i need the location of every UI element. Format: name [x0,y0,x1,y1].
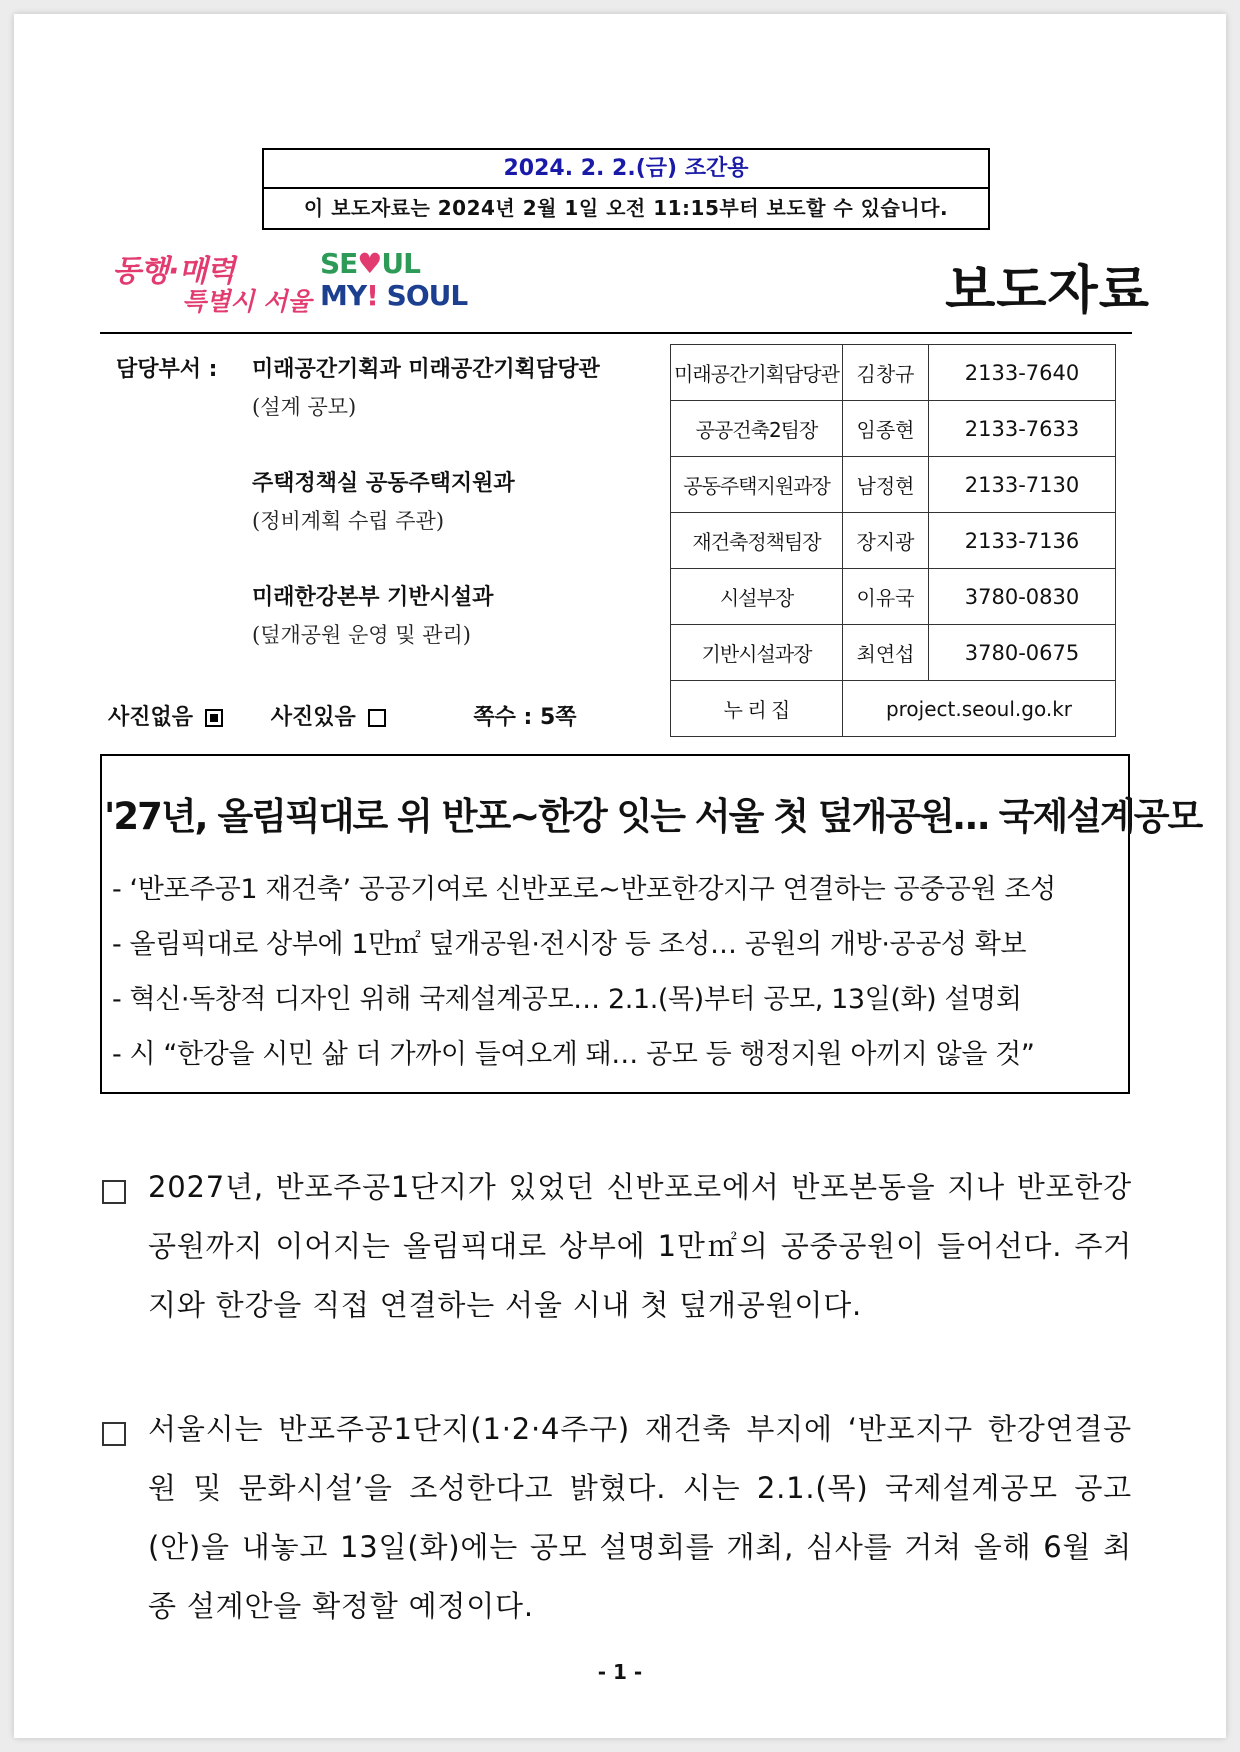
square-bullet-icon [102,1422,126,1446]
department-role: (정비계획 수립 주관) [252,509,445,533]
contact-title: 미래공간기획담당관 [671,345,843,401]
list-item: - ‘반포주공1 재건축’ 공공기여로 신반포로~반포한강지구 연결하는 공중공원 조성 [112,874,1056,905]
list-item: - 시 “한강을 시민 삶 더 가까이 들여오게 돼… 공모 등 행정지원 아끼지 않을 것” [112,1039,1035,1070]
contact-name: 남정현 [843,457,929,513]
table-row [671,513,1116,569]
table-row [671,569,1116,625]
contact-name: 이유국 [843,569,929,625]
contact-title: 공공건축2팀장 [671,401,843,457]
embargo-date: 2024. 2. 2.(금) 조간용 [264,150,988,189]
headline-box [100,754,1202,1094]
release-title: 보도자료 [945,261,1150,321]
contact-name: 최연섭 [843,625,929,681]
contact-phone: 2133-7136 [929,513,1116,569]
table-row [671,681,1116,737]
heart-icon: ♥ [357,247,382,280]
square-bullet-icon [102,1180,126,1204]
photo-none-label: 사진없음 [108,705,194,730]
brand-line2-c: SOUL [377,279,468,312]
table-row [671,345,1116,401]
department-role: (덮개공원 운영 및 관리) [252,623,471,647]
brand-line2-a: MY [320,279,367,312]
headline-bullets [112,862,1056,1082]
website-url[interactable]: project.seoul.go.kr [843,681,1116,737]
paragraph-text: 서울시는 반포주공1단지(1·2·4주구) 재건축 부지에 ‘반포지구 한강연결공원 및 문화시설’을 조성한다고 밝혔다. 시는 2.1.(목) 국제설계공모 공고(안)을 내놓고 13일(화)에는 공모 설명회를 개최, 심사를 거쳐 올해 6월 최종 설계안을 확정할 예정이다. [148,1412,1132,1623]
brand-line1-c: UL [381,247,420,280]
contact-name: 장지광 [843,513,929,569]
contact-table [670,344,1116,737]
department-name: 미래공간기획과 미래공간기획담당관 [252,357,600,382]
department-name: 미래한강본부 기반시설과 [252,585,494,610]
contact-title: 공동주택지원과장 [671,457,843,513]
department-role: (설계 공모) [252,395,357,419]
slogan-line-2: 특별시 서울 [182,287,312,316]
header-divider [100,332,1132,334]
contact-phone: 2133-7130 [929,457,1116,513]
table-row [671,625,1116,681]
department-3 [252,580,493,649]
photo-present-label: 사진있음 [270,705,356,730]
photo-info-row [108,700,577,731]
contact-phone: 3780-0675 [929,625,1116,681]
departments-label: 담당부서 : [116,357,218,382]
seoul-my-soul-logo [320,247,468,318]
embargo-box [262,148,990,230]
contact-name: 김창규 [843,345,929,401]
contact-title: 기반시설과장 [671,625,843,681]
contact-name: 임종현 [843,401,929,457]
table-row [671,457,1116,513]
contact-phone: 2133-7633 [929,401,1116,457]
exclamation-icon: ! [366,279,378,312]
body-paragraph-1 [102,1158,1132,1335]
department-2 [252,466,515,535]
department-name: 주택정책실 공동주택지원과 [252,471,515,496]
paragraph-text: 2027년, 반포주공1단지가 있었던 신반포로에서 반포본동을 지나 반포한강공원까지 이어지는 올림픽대로 상부에 1만㎡의 공중공원이 들어선다. 주거지와 한강을 직접 연결하는 서울 시내 첫 덮개공원이다. [148,1170,1132,1322]
table-row [671,401,1116,457]
page-count: 쪽수 : 5쪽 [473,705,577,730]
empty-box-icon [368,709,386,727]
checked-box-icon [205,709,223,727]
brand-line1-a: SE [320,247,358,280]
contact-title: 시설부장 [671,569,843,625]
contact-phone: 3780-0830 [929,569,1116,625]
list-item: - 혁신·독창적 디자인 위해 국제설계공모… 2.1.(목)부터 공모, 13일(화) 설명회 [112,984,1022,1015]
contact-title: 재건축정책팀장 [671,513,843,569]
slogan-line-1: 동행·매력 [112,254,235,289]
website-label: 누 리 집 [671,681,843,737]
list-item: - 올림픽대로 상부에 1만㎡ 덮개공원·전시장 등 조성… 공원의 개방·공공성 확보 [112,929,1027,960]
department-1 [252,352,600,421]
embargo-note: 이 보도자료는 2024년 2월 1일 오전 11:15부터 보도할 수 있습니다. [303,196,949,220]
headline-title: '27년, 올림픽대로 위 반포~한강 잇는 서울 첫 덮개공원… 국제설계공모 [104,795,1202,838]
seoul-slogan-logo [112,246,312,316]
page-number: - 1 - [597,1660,643,1684]
contact-phone: 2133-7640 [929,345,1116,401]
body-paragraph-2 [102,1400,1132,1636]
